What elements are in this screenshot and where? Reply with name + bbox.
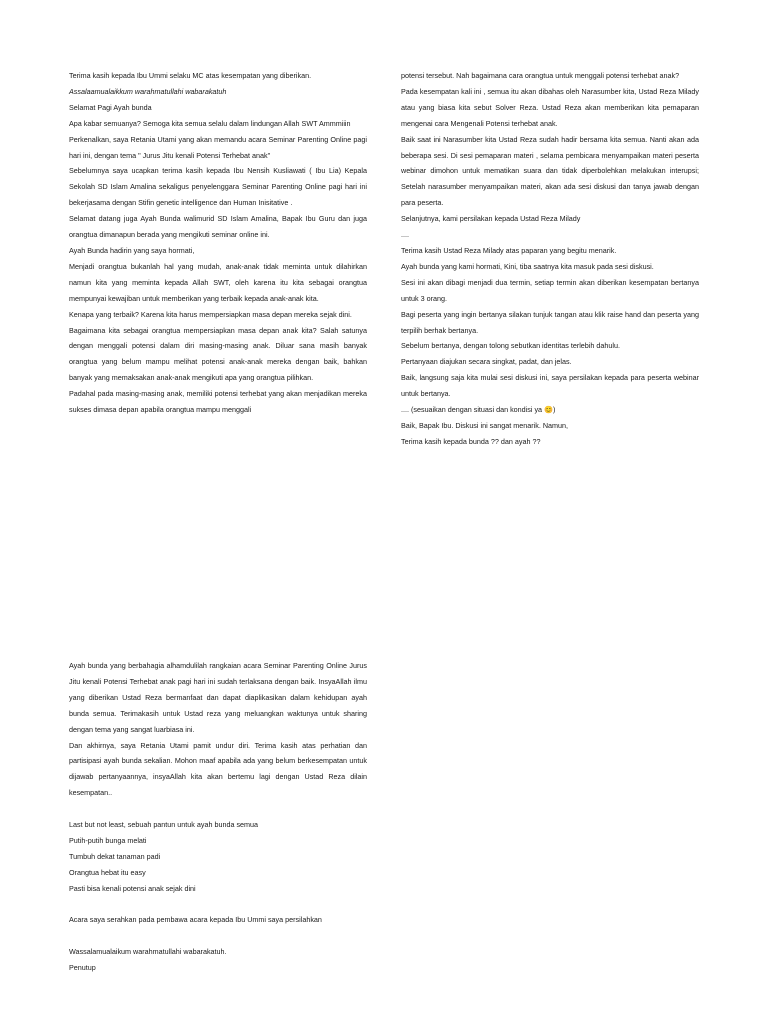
- paragraph: Selanjutnya, kami persilakan kepada Ustad Reza Milady: [401, 214, 581, 224]
- closing-section: [69, 658, 367, 976]
- paragraph: Baik, Bapak Ibu. Diskusi ini sangat menarik. Namun,: [401, 420, 568, 430]
- paragraph: Dan akhirnya, saya Retania Utami pamit undur diri. Terima kasih atas perhatian dan partisipasi ayah bunda sekalian. Mohon maaf apabila ada yang belum berkesempatan untuk dijawab pertanyaannya, insyaAllah kita akan bertemu lagi dengan Ustad Reza dilain kesempatan..: [69, 740, 367, 798]
- paragraph: potensi tersebut. Nah bagaimana cara orangtua untuk menggali potensi terhebat anak?: [401, 71, 680, 80]
- paragraph: Sesi ini akan dibagi menjadi dua termin, setiap termin akan diberikan kesempatan bertanya untuk 3 orang.: [401, 277, 699, 303]
- pantun-line: Pasti bisa kenali potensi anak sejak dini: [69, 883, 196, 893]
- paragraph: Baik saat ini Narasumber kita Ustad Reza sudah hadir bersama kita semua. Nanti akan ada beberapa sesi. Di sesi pemaparan materi , selama pembicara menyampaikan materi peserta webinar dimohon untuk mematikan suara dan tidak diperbolehkan melakukan interupsi; Setelah narasumber menyampaikan materi, akan ada sesi diskusi dan tanya jawab dengan para peserta.: [401, 134, 699, 208]
- paragraph: Selamat datang juga Ayah Bunda walimurid SD Islam Amalina, Bapak Ibu Guru dan juga orangtua dimanapun berada yang mengikuti seminar online ini.: [69, 214, 367, 240]
- paragraph: Baik, langsung saja kita mulai sesi diskusi ini, saya persilakan kepada para peserta webinar untuk bertanya.: [401, 373, 699, 399]
- paragraph: Bagi peserta yang ingin bertanya silakan tunjuk tangan atau klik raise hand dan peserta yang terpilih berhak bertanya.: [401, 309, 699, 335]
- paragraph: Ayah bunda yang kami hormati, Kini, tiba saatnya kita masuk pada sesi diskusi.: [401, 261, 654, 271]
- paragraph: Sebelumnya saya ucapkan terima kasih kepada Ibu Nensih Kusliawati ( Ibu Lia) Kepala Sekolah SD Islam Amalina sekaligus penyelenggara Seminar Parenting Online pagi hari ini bekerjasama dengan Stifin genetic intelligence dan Human Inisitative .: [69, 166, 367, 208]
- paragraph: Apa kabar semuanya? Semoga kita semua selalu dalam lindungan Allah SWT Ammmiiin: [69, 118, 351, 128]
- pantun-line: Putih-putih bunga melati: [69, 835, 147, 845]
- section-label: Penutup: [69, 963, 96, 973]
- paragraph: ....: [401, 230, 409, 240]
- paragraph: Pertanyaan diajukan secara singkat, padat, dan jelas.: [401, 357, 572, 367]
- pantun-intro: Last but not least, sebuah pantun untuk ayah bunda semua: [69, 820, 259, 830]
- closing-salam: Wassalamualaikum warahmatullahi wabarakatuh.: [69, 947, 227, 957]
- paragraph: Kenapa yang terbaik? Karena kita harus mempersiapkan masa depan mereka sejak dini.: [69, 309, 352, 319]
- pantun-line: Orangtua hebat itu easy: [69, 867, 146, 877]
- pantun-line: Tumbuh dekat tanaman padi: [69, 851, 161, 861]
- right-column: [401, 68, 699, 450]
- paragraph: Perkenalkan, saya Retania Utami yang akan memandu acara Seminar Parenting Online pagi hari ini, dengan tema " Jurus Jitu kenali Potensi Terhebat anak": [69, 134, 367, 160]
- paragraph: Pada kesempatan kali ini , semua itu akan dibahas oleh Narasumber kita, Ustad Reza Milady atau yang biasa kita sebut Solver Reza. Ustad Reza akan memberikan kita pemaparan mengenai cara Mengenali Potensi terhebat anak.: [401, 86, 699, 128]
- paragraph: Ayah Bunda hadirin yang saya hormati,: [69, 245, 195, 255]
- paragraph: Ayah bunda yang berbahagia alhamdulilah rangkaian acara Seminar Parenting Online Jurus Jitu kenali Potensi Terhebat anak pagi hari ini sudah terlaksana dengan baik. InsyaAllah ilmu yang diberikan Ustad Reza bermanfaat dan dapat diaplikasikan dalam kehidupan ayah bunda semua. Terimakasih untuk Ustad reza yang meluangkan waktunya untuk sharing dengan tema yang sangat luarbiasa ini.: [69, 661, 367, 734]
- paragraph: .... (sesuaikan dengan situasi dan kondisi ya 😊): [401, 405, 556, 415]
- paragraph: Terima kasih kepada Ibu Ummi selaku MC atas kesempatan yang diberikan.: [69, 71, 312, 80]
- paragraph: Terima kasih Ustad Reza Milady atas paparan yang begitu menarik.: [401, 245, 617, 255]
- paragraph: Terima kasih kepada bunda ?? dan ayah ??: [401, 436, 541, 446]
- greeting-salam: Assalaamualaikkum warahmatullahi wabarakatuh: [69, 86, 227, 96]
- paragraph: Sebelum bertanya, dengan tolong sebutkan identitas terlebih dahulu.: [401, 341, 620, 351]
- paragraph: Selamat Pagi Ayah bunda: [69, 102, 152, 112]
- left-column: [69, 68, 367, 418]
- paragraph: Bagaimana kita sebagai orangtua mempersiapkan masa depan anak kita? Salah satunya dengan menggali potensi dalam diri masing-masing anak. Diluar sana masih banyak orangtua yang belum mampu melihat potensi anak-anak mereka dengan baik, bahkan banyak yang memaksakan anak-anak mengikuti apa yang orangtua pilihkan.: [69, 325, 367, 383]
- paragraph: Menjadi orangtua bukanlah hal yang mudah, anak-anak tidak meminta untuk dilahirkan namun kita yang meminta kepada Allah SWT, oleh karena itu kita sebagai orangtua mempunyai kewajiban untuk memberikan yang terbaik kepada anak-anak kita.: [69, 261, 367, 303]
- paragraph: Acara saya serahkan pada pembawa acara kepada Ibu Ummi saya persilahkan: [69, 915, 322, 925]
- paragraph: Padahal pada masing-masing anak, memiliki potensi terhebat yang akan menjadikan mereka sukses dimasa depan apabila orangtua mampu menggali: [69, 389, 367, 415]
